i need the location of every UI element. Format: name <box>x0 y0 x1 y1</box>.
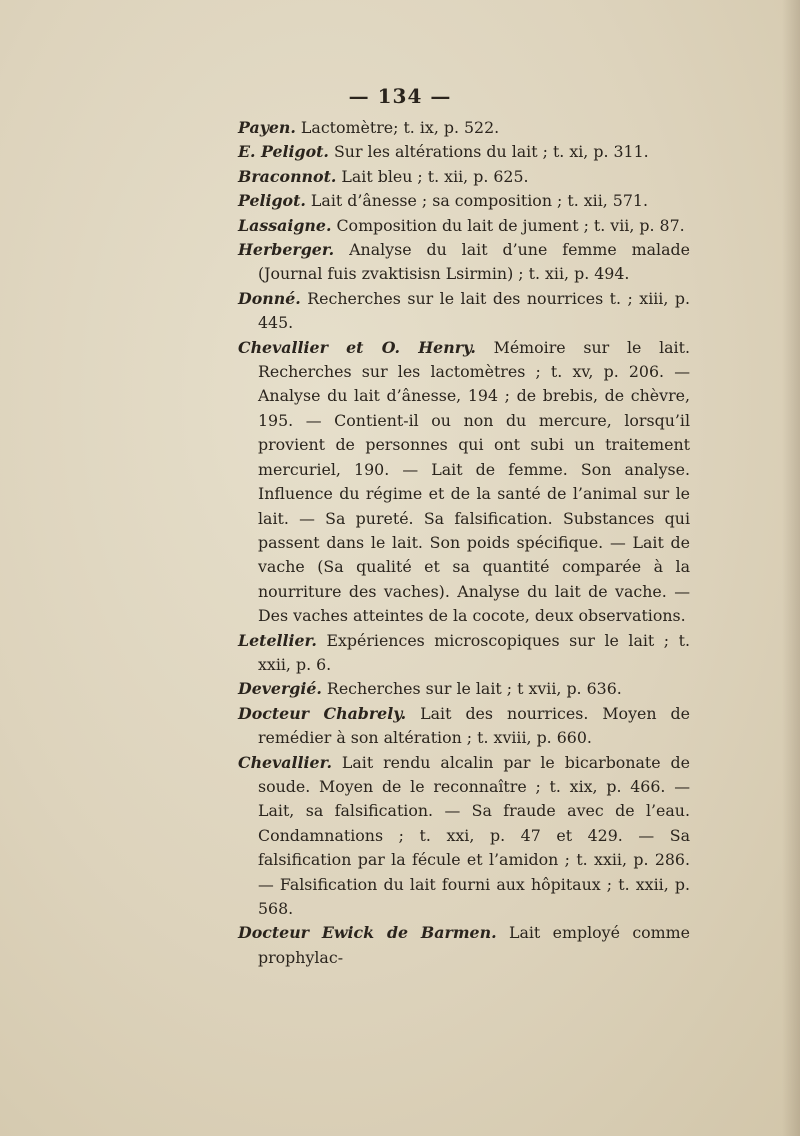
bibliography-entry <box>238 336 690 629</box>
bibliography-entry <box>238 165 690 189</box>
page-edge-shadow <box>782 0 800 1136</box>
entry-author: Braconnot. <box>238 166 337 186</box>
entry-author: Lassaigne. <box>238 215 332 235</box>
entry-author: Herberger. <box>238 240 335 260</box>
entry-author: Payen. <box>238 118 296 137</box>
bibliography-entry <box>238 677 690 701</box>
bibliography-entry <box>238 238 690 287</box>
entry-text: Lait bleu ; t. xii, p. 625. <box>336 166 529 186</box>
bibliography-entry <box>238 140 690 164</box>
entry-text: Expériences microscopiques sur le lait ; t. xxii, p. 6. <box>258 630 690 674</box>
entry-text: Sur les altérations du lait ; t. xi, p. 311. <box>328 142 649 162</box>
entry-text: Lait d’ânesse ; sa composition ; t. xii, 571. <box>305 191 648 211</box>
entry-author: Chevallier. <box>238 752 332 772</box>
entry-text: Composition du lait de jument ; t. vii, p. 87. <box>331 215 685 235</box>
bibliography-entry <box>238 629 690 678</box>
bibliography-entry <box>238 702 690 751</box>
entry-text: Lait employé comme prophylac- <box>258 923 690 967</box>
entry-author: Devergié. <box>238 679 322 699</box>
entry-text: Lait des nourrices. Moyen de remédier à son altération ; t. xviii, p. 660. <box>258 703 690 748</box>
entry-author: E. Peligot. <box>238 142 329 162</box>
entry-text: Analyse du lait d’une femme malade (Journal fuis zvaktisisn Lsirmin) ; t. xii, p. 494. <box>258 240 690 284</box>
entry-author: Donné. <box>238 288 301 308</box>
entry-author: Letellier. <box>238 630 317 650</box>
page-number: — 134 — <box>348 84 452 108</box>
bibliography-entry <box>238 921 690 970</box>
entry-author: Chevallier et O. Henry. <box>238 337 476 357</box>
bibliography-list <box>238 116 690 970</box>
bibliography-entry <box>238 751 690 922</box>
entry-author: Docteur Ewick de Barmen. <box>238 923 497 943</box>
bibliography-entry <box>238 116 690 140</box>
entry-text: Recherches sur le lait des nourrices t. ; xiii, p. 445. <box>258 288 690 333</box>
entry-author: Peligot. <box>238 191 306 211</box>
entry-text: Mémoire sur le lait. Recherches sur les lactomètres ; t. xv, p. 206. — Analyse du lait d’ânesse, 194 ; de brebis, de chèvre, 195. — Contient-il ou non du mercure, lorsqu’il provient de personnes qui ont subi un traitement mercuriel, 190. — Lait de femme. Son analyse. Influence du régime et de la santé de l’animal sur le lait. — Sa pureté. Sa falsification. Substances qui passent dans le lait. Son poids spécifique. — Lait de vache (Sa qualité et sa quantité comparée à la nourriture des vaches). Analyse du lait de vache. — Des vaches atteintes de la cocote, deux observations. <box>258 337 690 626</box>
entry-text: Recherches sur le lait ; t xvii, p. 636. <box>321 679 622 699</box>
bibliography-entry <box>238 287 690 336</box>
bibliography-entry <box>238 189 690 213</box>
entry-author: Docteur Chabrely. <box>238 703 407 723</box>
entry-text: Lait rendu alcalin par le bicarbonate de soude. Moyen de le reconnaître ; t. xix, p. 466. — Lait, sa falsification. — Sa fraude avec de l’eau. Condamnations ; t. xxi, p. 47 et 429. — Sa falsification par la fécule et l’amidon ; t. xxii, p. 286. — Falsification du lait fourni aux hôpitaux ; t. xxii, p. 568. <box>258 752 690 918</box>
bibliography-entry <box>238 214 690 238</box>
entry-text: Lactomètre; t. ix, p. 522. <box>295 118 500 137</box>
